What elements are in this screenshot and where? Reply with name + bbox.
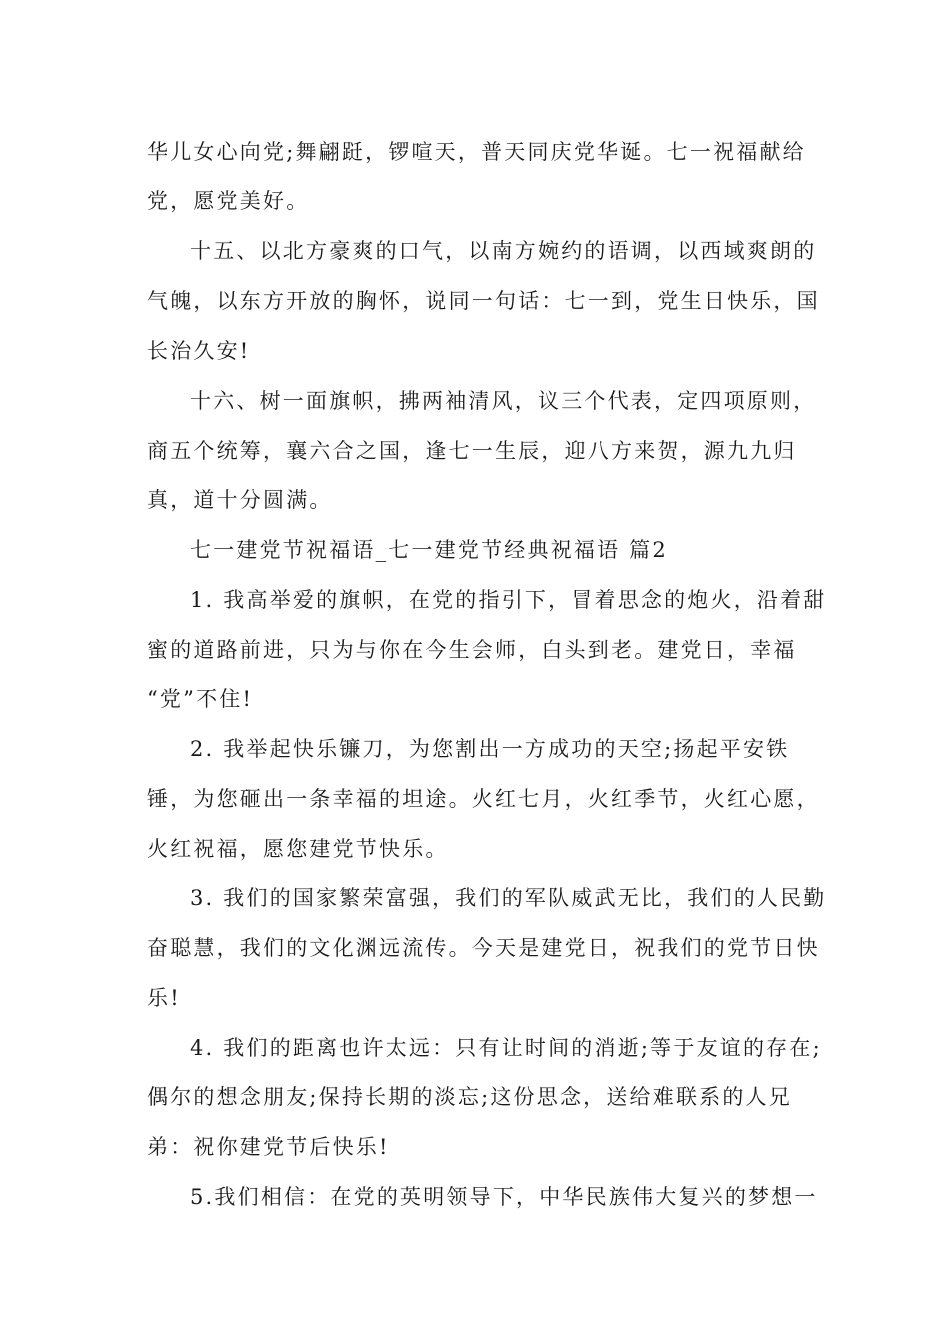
text-line: 长治久安! (147, 339, 251, 363)
item-3-start: 3. 我们的国家繁荣富强，我们的军队威武无比，我们的人民勤 (190, 886, 827, 910)
text-line: 锤，为您砸出一条幸福的坦途。火红七月，火红季节，火红心愿， (147, 787, 820, 811)
paragraph-16-start: 十六、树一面旗帜，拂两袖清风，议三个代表，定四项原则， (190, 389, 817, 413)
text-line: 气魄，以东方开放的胸怀，说同一句话：七一到，党生日快乐，国 (147, 289, 820, 313)
item-5-start: 5.我们相信：在党的英明领导下，中华民族伟大复兴的梦想一 (190, 1185, 818, 1209)
item-2-start: 2. 我举起快乐镰刀，为您割出一方成功的天空;扬起平安铁 (190, 737, 790, 761)
text-line: “党”不住! (147, 687, 254, 711)
section-heading: 七一建党节祝福语_七一建党节经典祝福语 篇2 (190, 538, 668, 562)
text-line: 奋聪慧，我们的文化渊远流传。今天是建党日，祝我们的党节日快 (147, 936, 820, 960)
text-line: 真，道十分圆满。 (147, 488, 333, 512)
text-line: 商五个统筹，襄六合之国，逢七一生辰，迎八方来贺，源九九归 (147, 439, 797, 463)
text-line: 火红祝福，愿您建党节快乐。 (147, 837, 449, 861)
item-4-start: 4. 我们的距离也许太远：只有让时间的消逝;等于友谊的存在; (190, 1036, 822, 1060)
text-line: 华儿女心向党;舞翩跹，锣喧天，普天同庆党华诞。七一祝福献给 (147, 140, 806, 164)
text-line: 弟：祝你建党节后快乐! (147, 1135, 390, 1159)
paragraph-15-start: 十五、以北方豪爽的口气，以南方婉约的语调，以西域爽朗的 (190, 239, 817, 263)
item-1-start: 1. 我高举爱的旗帜，在党的指引下，冒着思念的炮火，沿着甜 (190, 588, 827, 612)
text-line: 偶尔的想念朋友;保持长期的淡忘;这份思念，送给难联系的人兄 (147, 1085, 792, 1109)
text-line: 乐! (147, 986, 181, 1010)
text-line: 蜜的道路前进，只为与你在今生会师，白头到老。建党日，幸福 (147, 638, 797, 662)
text-line: 党，愿党美好。 (147, 189, 310, 213)
